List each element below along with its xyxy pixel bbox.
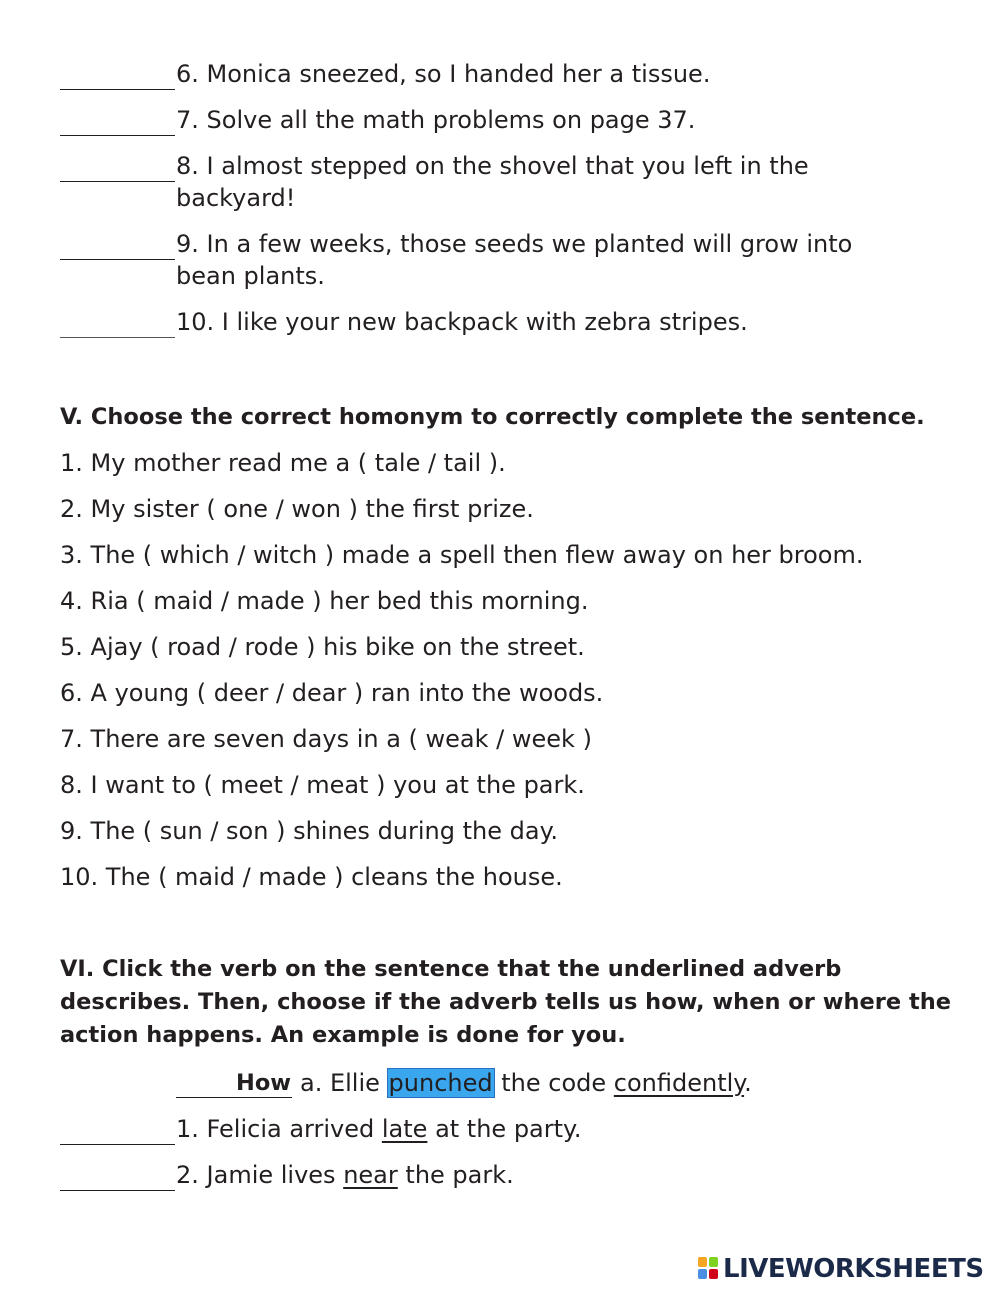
homonym-item-9[interactable]: 9. The ( sun / son ) shines during the day. [60, 817, 558, 845]
homonym-item-1[interactable]: 1. My mother read me a ( tale / tail ). [60, 449, 506, 477]
section-6-heading-line-3: action happens. An example is done for you. [60, 1022, 626, 1048]
adverb-sentence-2 [176, 1159, 514, 1191]
section-6-heading-line-2: describes. Then, choose if the adverb tells us how, when or where the [60, 989, 951, 1015]
sentence-10: 10. I like your new backpack with zebra stripes. [176, 308, 748, 336]
adverb-answer-blank-2[interactable] [60, 1190, 175, 1191]
logo-square-3 [698, 1269, 707, 1279]
adverb-sentence-2-adverb: near [343, 1161, 398, 1189]
homonym-item-10[interactable]: 10. The ( maid / made ) cleans the house. [60, 863, 563, 891]
adverb-sentence-2-suffix: the park. [405, 1161, 514, 1189]
adverb-sentence-1-prefix[interactable]: 1. Felicia arrived [176, 1115, 375, 1143]
adverb-sentence-1 [176, 1113, 581, 1145]
homonym-item-5[interactable]: 5. Ajay ( road / rode ) his bike on the street. [60, 633, 585, 661]
answer-blank-8[interactable] [60, 181, 175, 182]
answer-blank-9[interactable] [60, 259, 175, 260]
adverb-sentence-1-suffix: at the party. [435, 1115, 582, 1143]
adverb-answer-blank-1[interactable] [60, 1144, 175, 1145]
example-adverb: confidently [613, 1069, 745, 1097]
logo-square-2 [709, 1257, 718, 1267]
section-5-heading: V. Choose the correct homonym to correctly complete the sentence. [60, 404, 925, 430]
answer-blank-7[interactable] [60, 135, 175, 136]
answer-blank-10[interactable] [60, 337, 175, 338]
example-sentence [300, 1067, 752, 1099]
liveworksheets-logo [698, 1254, 984, 1284]
example-answer: How [236, 1070, 292, 1096]
sentence-8-cont: backyard! [176, 184, 296, 212]
liveworksheets-wordmark: LIVEWORKSHEETS [723, 1254, 984, 1284]
adverb-sentence-2-prefix[interactable]: 2. Jamie lives [176, 1161, 336, 1189]
example-end: . [744, 1069, 752, 1097]
sentence-9-cont: bean plants. [176, 262, 325, 290]
homonym-item-3[interactable]: 3. The ( which / witch ) made a spell then flew away on her broom. [60, 541, 864, 569]
example-verb-highlight[interactable]: punched [388, 1069, 493, 1097]
answer-blank-6[interactable] [60, 89, 175, 90]
example-middle: the code [501, 1069, 607, 1097]
sentence-6: 6. Monica sneezed, so I handed her a tissue. [176, 60, 711, 88]
sentence-7: 7. Solve all the math problems on page 37. [176, 106, 696, 134]
example-prefix: a. Ellie [300, 1069, 380, 1097]
logo-square-4 [709, 1269, 718, 1279]
homonym-item-6[interactable]: 6. A young ( deer / dear ) ran into the woods. [60, 679, 604, 707]
liveworksheets-logo-icon [698, 1257, 720, 1281]
homonym-item-7[interactable]: 7. There are seven days in a ( weak / week ) [60, 725, 592, 753]
sentence-9: 9. In a few weeks, those seeds we planted will grow into [176, 230, 853, 258]
sentence-8: 8. I almost stepped on the shovel that you left in the [176, 152, 809, 180]
homonym-item-2[interactable]: 2. My sister ( one / won ) the first prize. [60, 495, 534, 523]
homonym-item-4[interactable]: 4. Ria ( maid / made ) her bed this morning. [60, 587, 589, 615]
section-6-heading-line-1: VI. Click the verb on the sentence that the underlined adverb [60, 956, 842, 982]
logo-square-1 [698, 1257, 707, 1267]
adverb-sentence-1-adverb: late [381, 1115, 428, 1143]
homonym-item-8[interactable]: 8. I want to ( meet / meat ) you at the park. [60, 771, 585, 799]
